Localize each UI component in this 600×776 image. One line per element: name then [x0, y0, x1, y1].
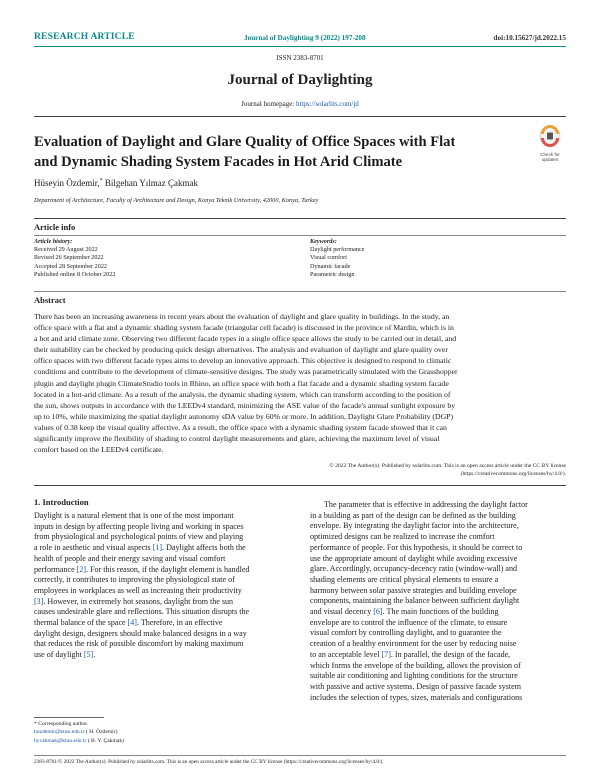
check-updates-icon: [535, 125, 565, 147]
abstract-body: [34, 311, 566, 455]
keyword[interactable]: Daylight performance: [310, 246, 365, 254]
body-line: that reduces the risk of possible discomfort by making maximum: [34, 639, 244, 649]
corresponding-label: * Corresponding author.: [34, 721, 89, 727]
doi[interactable]: doi:10.15627/jd.2022.15: [493, 34, 566, 42]
article-title: [34, 132, 455, 172]
history-item: Accepted 28 September 2022: [34, 262, 108, 270]
body-line: from physiological and psychological points of view and playing: [34, 532, 244, 542]
abstract-line: up to 10%, while maximizing the spatial daylight autonomy sDA value by 60% or more. In addition, Daylight Glare Probability (DGP): [34, 411, 454, 421]
abstract-line: There has been an increasing awareness in recent years about the evaluation of daylight and glare quality in buildings. In the study, an: [34, 312, 450, 321]
author-name: Bilgehan Yılmaz Çakmak: [104, 178, 199, 188]
citation-link[interactable]: [6]: [373, 607, 383, 617]
citation-link[interactable]: [5]: [83, 650, 94, 660]
journal-homepage: [0, 100, 600, 108]
email-owner: ( B. Y. Çakmak): [87, 737, 124, 744]
body-line: thermal balance of the space [4]. Therefore, in an effective: [34, 618, 223, 628]
author-name: Hüseyin Özdemir,: [34, 178, 100, 188]
abstract-bottom-rule: [34, 485, 566, 486]
body-line: inputs in design by affecting people living and working in spaces: [34, 521, 244, 531]
body-line: harmony between solar passive strategies and building envelope: [310, 585, 517, 595]
info-top-rule: [34, 218, 566, 219]
keyword[interactable]: Dynamic facade: [310, 262, 351, 270]
body-line: use the appropriate amount of daylight while avoiding excessive: [310, 553, 518, 563]
body-line: with passive and active systems. Design of passive facade system: [310, 681, 521, 691]
body-line: envelope are to control the influence of the climate, to ensure: [310, 617, 508, 627]
author-email: [34, 737, 124, 745]
article-history: [34, 238, 115, 279]
citation-link[interactable]: [2]: [76, 564, 87, 574]
history-item: Published online 8 October 2022: [34, 270, 116, 278]
abstract-heading: Abstract: [34, 295, 66, 305]
email-owner: ( H. Özdemir): [85, 729, 118, 736]
body-line: shading elements are critical physical elements to ensure a: [310, 574, 499, 584]
author-email: [34, 728, 124, 736]
body-line: and visual decency [6]. The main functions of the building: [310, 607, 499, 617]
body-line: a role in aesthetic and visual aspects [1]. Daylight affects both the: [34, 543, 246, 553]
title-line: Evaluation of Daylight and Glare Quality of Office Spaces with Flat: [34, 134, 456, 150]
badge-label: Check for updates: [540, 152, 560, 162]
info-rule: [34, 235, 566, 236]
article-type-label: RESEARCH ARTICLE: [34, 32, 135, 42]
citation-link[interactable]: [4]: [127, 618, 137, 628]
title-line: and Dynamic Shading System Facades in Hot Arid Climate: [34, 154, 403, 170]
body-line: in a building as part of the design can be defined as the building: [310, 510, 516, 520]
corresponding-mark: *: [99, 178, 103, 184]
abstract-line: a hot and arid climate zone. Observing two different facade types in a single office space allows the study to be carried out in detail, and: [34, 334, 457, 344]
authors: [34, 178, 198, 188]
intro-right-column: [310, 500, 566, 703]
body-line: correctly, it contributes to improving the physiological state of: [34, 575, 235, 585]
body-line: The parameter that is effective in addressing the daylight factor: [324, 500, 528, 509]
footer-rule: [34, 755, 566, 756]
keyword[interactable]: Visual comfort: [310, 254, 347, 262]
abstract-line: plugin and daylight plugin ClimateStudio tools in Rhino, an office space with both a flat facade and a dynamic shading system facade: [34, 378, 449, 388]
body-line: performance [2]. For this reason, if the daylight element is handled: [34, 564, 250, 574]
footer-license: 2383-8701/© 2022 The Author(s). Published by solarlits.com. This is an open access article under the CC BY license (https://creativecommons.org/licenses/by/4.0/).: [34, 759, 384, 765]
body-line: performance of people. For this hypothesis, it should be correct to: [310, 542, 523, 552]
body-line: daylight design, designers should make balanced designs in a way: [34, 628, 247, 638]
issn: ISSN 2383-8701: [276, 54, 324, 62]
abstract-line: values of 0.38 keep the visual quality affective. As a result, the office space with a dynamic shading system facade showed that it can: [34, 422, 447, 432]
license-statement: [329, 462, 566, 478]
abstract-line: significantly improve the flexibility of shading to control daylight measurements and glare, achieving the maximum level of visual: [34, 434, 440, 444]
history-item: Received 29 August 2022: [34, 246, 98, 254]
body-line: causes undesirable glare and reflections. This situation disrupts the: [34, 607, 250, 617]
keyword[interactable]: Parametric design: [310, 270, 355, 278]
homepage-label: Journal homepage:: [241, 100, 295, 108]
body-line: which forms the envelope of the building, allows the provision of: [310, 660, 521, 670]
body-line: visual comfort by controlling daylight, and to guarantee the: [310, 628, 502, 638]
license-line: © 2022 The Author(s). Published by solarlits.com. This is an open access article under the CC BY license: [329, 463, 566, 469]
journal-reference: Journal of Daylighting 9 (2022) 197-208: [244, 34, 366, 42]
body-line: Daylight is a natural element that is one of the most important: [34, 511, 234, 520]
article-info-heading: Article info: [34, 222, 76, 232]
abstract-line: office spaces with two different facade types aims to develop an innovative approach. This objective is designed to respond to climatic: [34, 356, 452, 366]
citation-link[interactable]: [1]: [152, 543, 163, 553]
citation-link[interactable]: [3]: [34, 596, 44, 606]
journal-title: Journal of Daylighting: [227, 72, 373, 88]
introduction-heading: 1. Introduction: [34, 497, 89, 507]
license-line: (https://creativecommons.org/licenses/by/4.0/).: [460, 471, 566, 477]
abstract-line: conditions and contribute to the development of climate-sensitive designs. The study was parametrically simulated with the Grasshopper: [34, 367, 458, 377]
email-link[interactable]: hozdemir@ktun.edu.tr: [34, 729, 85, 736]
body-line: to an acceptable level [7]. In parallel, the design of the facade,: [310, 649, 511, 659]
body-line: components, maintaining the balance between sufficient daylight: [310, 596, 520, 606]
body-line: glare. Accordingly, occupancy-decency ratio (window-wall) and: [310, 564, 518, 574]
body-line: envelope. By integrating the daylight factor into the architecture,: [310, 521, 519, 531]
history-item: Revised 26 September 2022: [34, 254, 104, 262]
body-line: optimized designs can be realized to increase the comfort: [310, 532, 495, 542]
homepage-link[interactable]: https://solarlits.com/jd: [296, 100, 359, 108]
citation-link[interactable]: [7]: [381, 649, 391, 659]
body-line: health of people and their energy saving and visual comfort: [34, 553, 226, 563]
body-line: [3]. However, in extremely hot seasons, daylight from the sun: [34, 596, 234, 606]
history-label: Article history:: [34, 238, 73, 245]
body-line: creation of a healthy environment for the user by reducing noise: [310, 639, 517, 649]
body-line: use of daylight [5].: [34, 650, 96, 660]
body-line: employees in workplaces as well as increasing their productivity: [34, 585, 242, 595]
abstract-line: the sun, shows outputs in accordance with the LEEDv4 standard, minimizing the ASE value of the facade's annual sunlight exposure by: [34, 400, 456, 410]
body-line: suitable air conditioning and lighting conditions for the structure: [310, 671, 518, 681]
abstract-line: comfort based on the LEEDv4 certificate.: [34, 445, 164, 455]
intro-left-column: [34, 511, 292, 661]
check-for-updates-badge[interactable]: [535, 125, 565, 162]
keywords: [310, 238, 364, 279]
body-line: includes the selection of types, sizes, materials and configurations: [310, 692, 523, 702]
header-rule: [34, 46, 566, 47]
abstract-line: office space with a flat and a dynamic shading system facade (triangular cell facade) is discussed in the province of Mardin, which is in: [34, 323, 454, 333]
abstract-line: located in a hot-arid climate. As a result of the analysis, the dynamic shading system, which can transform according to the position of: [34, 389, 451, 399]
journal-rule: [34, 116, 566, 117]
keywords-label: Keywords:: [310, 238, 337, 245]
footnote-rule: [34, 717, 104, 718]
abstract-line: their suitability can be checked by producing quick design alternatives. The analysis and evaluation of daylight and glare quality over: [34, 345, 448, 355]
corresponding-footnote: [34, 720, 124, 745]
email-link[interactable]: bycakmak@ktun.edu.tr: [34, 737, 87, 744]
abstract-rule: [34, 291, 566, 292]
affiliation: Department of Architecture, Faculty of Architecture and Design, Konya Teknik University, 42000, Konya, Turkey: [34, 197, 319, 204]
